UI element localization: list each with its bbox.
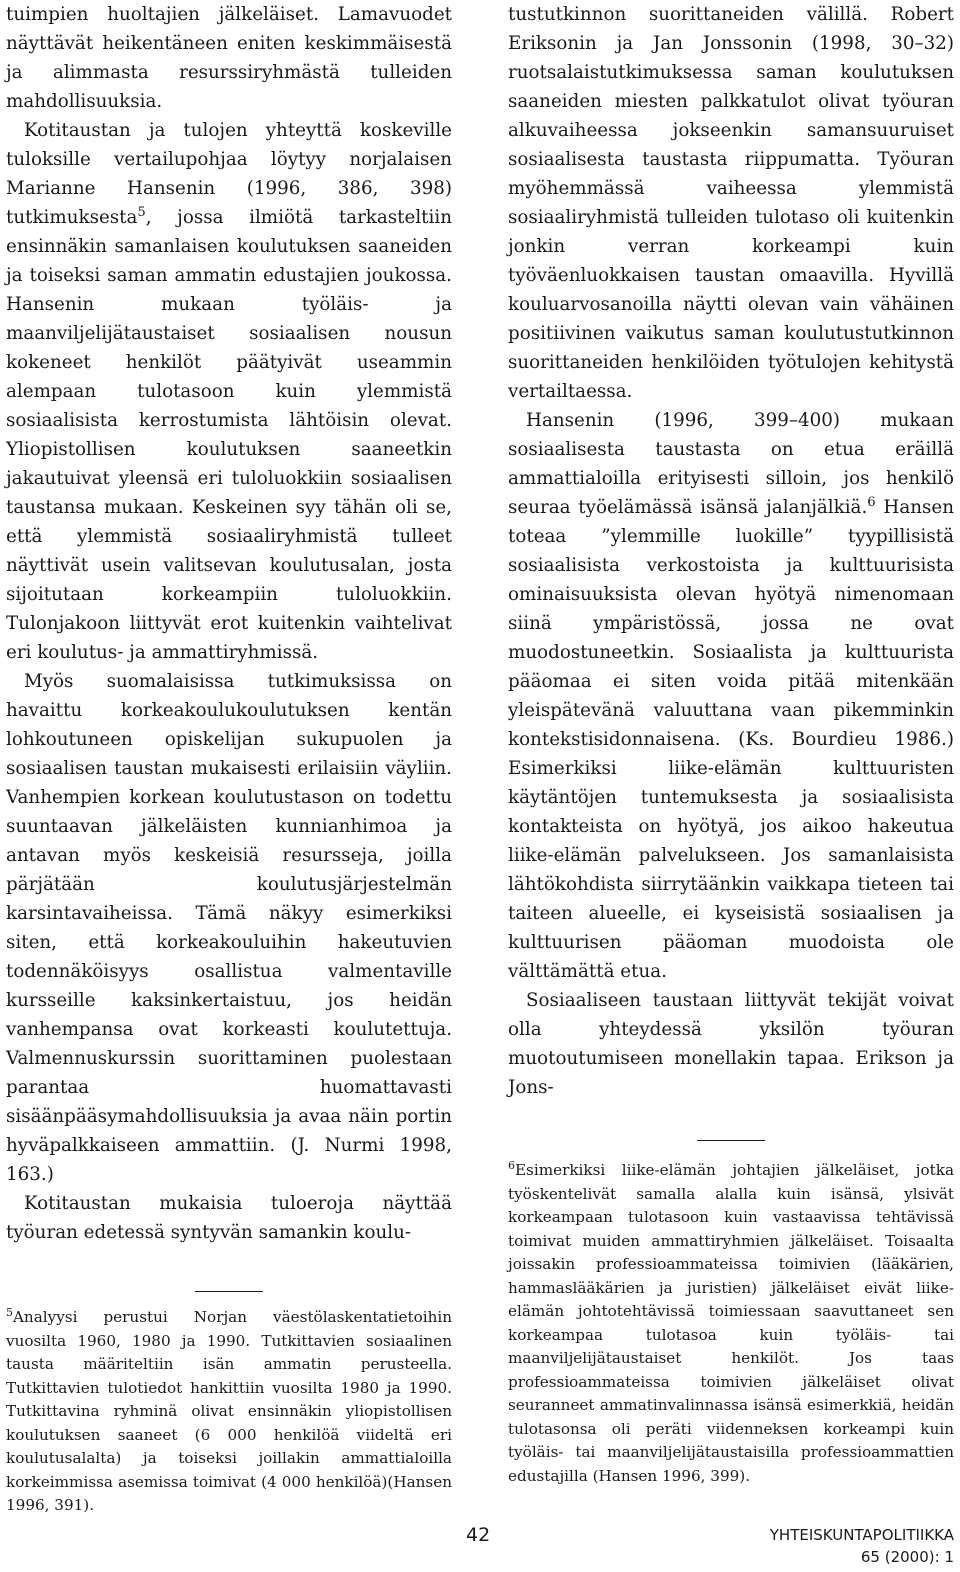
page-footer — [0, 1524, 960, 1572]
paragraph: Sosiaaliseen taustaan liittyvät tekijät voivat olla yhteydessä yksilön työuran muotoutumiseen monellakin tapaa. Erikson ja Jons- — [508, 990, 954, 1098]
paragraph-text: Hansenin (1996, 399–400) mukaan sosiaalisesta taustasta on etua eräillä ammattialoilla erityisesti silloin, jos henkilö seuraa työelämässä isänsä jalanjälkiä. — [508, 410, 954, 518]
paragraph: Myös suomalaisissa tutkimuksissa on havaittu korkeakoulukoulutuksen kentän lohkoutuneen opiskelijan sukupuolen ja sosiaalisen taustan mukaisesti erilaisiin väyliin. Vanhempien korkean koulutustason on todettu suuntaavan jälkeläisten kunnianhimoa ja antavan myös keskeisiä resursseja, joilla pärjätään koulutusjärjestelmän karsintavaiheissa. Tämä näkyy esimerkiksi siten, että korkeakouluihin hakeutuvien todennäköisyys osallistua valmentaville kursseille kaksinkertaistuu, jos heidän vanhempansa ovat korkeasti koulutettuja. Valmennuskurssin suorittaminen puolestaan parantaa huomattavasti sisäänpääsymahdollisuuksia ja avaa näin portin hyväpalkkaiseen ammattiin. (J. Nurmi 1998, 163.) — [6, 671, 452, 1185]
left-column — [6, 0, 452, 1518]
footnote-ref: 5 — [137, 204, 146, 220]
paragraph — [508, 406, 954, 986]
paragraph — [6, 116, 452, 667]
paragraph: tuimpien huoltajien jälkeläiset. Lamavuodet näyttävät heikentäneen eniten keskimmäisestä ja alimmasta resurssiryhmästä tulleiden mahdollisuuksia. — [6, 4, 452, 112]
footnote-number: 5 — [6, 1305, 13, 1319]
footnote-text: Esimerkiksi liike-elämän johtajien jälkeläiset, jotka työskentelivät samalla alalla kuin isänsä, ylsivät korkeampaan tulotasoon kuin vastaavissa tehtävissä toimivat muiden ammattiryhmien jälkeläiset. Toisaalta joissakin professioammateissa toimivien (lääkärien, hammaslääkärien ja juristien) jälkeläiset eivät liike-elämän johtotehtävissä toimiessaan saavuttaneet sen korkeampaa tulotasoa kuin työläis- tai maanviljelijätaustaiset henkilöt. Jos taas professioammateissa toimivien jälkeläiset olivat seuranneet ammatinvalinnassa isänsä esimerkkiä, heidän tulotasonsa oli peräti viidenneksen korkeampi kuin työläis- tai maanviljelijätaustaisilla professioammattien edustajilla (Hansen 1996, 399). — [508, 1161, 954, 1485]
footnote-6 — [508, 1159, 954, 1488]
page-number: 42 — [466, 1524, 491, 1546]
footnote-number: 6 — [508, 1158, 515, 1172]
left-body — [6, 0, 452, 1247]
paragraph-text: Hansen toteaa ”ylemmille luokille” tyypillisistä sosiaalisista verkostoista ja kulttuurisista ominaisuuksista olevan hyötyä nimenomaan siinä ympäristössä, jossa ne ovat muodostuneetkin. Sosiaalista ja kulttuurista pääomaa ei siten voida pitää mitenkään yleispätevänä valuuttana vaan pikemminkin kontekstisidonnaisena. (Ks. Bourdieu 1986.) Esimerkiksi liike-elämän kulttuuristen käytäntöjen tuntemuksesta ja sosiaalisista kontakteista on hyötyä, jos aikoo hakeutua liike-elämän palvelukseen. Jos samanlaisista lähtökohdista siirrytäänkin vaikkapa tieteen tai taiteen alueelle, ei kyseisistä sosiaalisen ja kulttuurisen pääoman muodoista ole välttämättä etua. — [508, 497, 954, 982]
footnote-ref: 6 — [867, 494, 876, 510]
journal-name: YHTEISKUNTAPOLITIIKKA — [769, 1526, 954, 1544]
journal-issue: 65 (2000): 1 — [860, 1548, 954, 1566]
footnote-text: Analyysi perustui Norjan väestölaskentatietoihin vuosilta 1960, 1980 ja 1990. Tutkittavien sosiaalinen tausta määriteltiin isän ammatin perusteella. Tutkittavien tulotiedot hankittiin vuosilta 1980 ja 1990. Tutkittavina ryhminä olivat ensinnäkin yliopistollisen koulutuksen saaneet (6 000 henkilöä viideltä eri koulutusalalta) ja toiseksi joillakin ammattialoilla korkeimmissa asemissa toimivat (4 000 henkilöä)(Hansen 1996, 391). — [6, 1308, 452, 1514]
paragraph-text: , jossa ilmiötä tarkasteltiin ensinnäkin samanlaisen koulutuksen saaneiden ja toiseksi saman ammatin edustajien joukossa. Hansenin mukaan työläis- ja maanviljelijätaustaiset sosiaalisen nousun kokeneet henkilöt päätyivät useammin alempaan tulotasoon kuin ylemmistä sosiaalisista kerrostumista lähtöisin olevat. Yliopistollisen koulutuksen saaneetkin jakautuivat yleensä eri tuloluokkiin sosiaalisen taustansa mukaan. Keskeinen syy tähän oli se, että ylemmistä sosiaaliryhmistä tulleet näyttivät usein valitsevan koulutusalan, josta sijoitutaan korkeampiin tuloluokkiin. Tulonjakoon liittyvät erot kuitenkin vaihtelivat eri koulutus- ja ammattiryhmissä. — [6, 207, 452, 663]
paragraph-text: Kotitaustan ja tulojen yhteyttä koskeville tuloksille vertailupohjaa löytyy norjalaisen Marianne Hansenin (1996, 386, 398) tutkimuksesta — [6, 120, 452, 228]
paragraph: tustutkinnon suorittaneiden välillä. Robert Eriksonin ja Jan Jonssonin (1998, 30–32) ruotsalaistutkimuksessa saman koulutuksen saaneiden miesten palkkatulot olivat työuran alkuvaiheessa jokseenkin samansuuruiset sosiaalisesta taustasta riippumatta. Työuran myöhemmässä vaiheessa ylemmistä sosiaaliryhmistä tulleiden tulotaso oli kuitenkin jonkin verran korkeampi kuin työväenluokkaisen taustan omaavilla. Hyvillä kouluarvosanoilla näytti olevan vain vähäinen positiivinen vaikutus saman koulutustutkinnon suorittaneiden henkilöiden työtulojen kehitystä vertailtaessa. — [508, 4, 954, 402]
journal-info — [770, 1524, 954, 1568]
footnote-5 — [6, 1306, 452, 1518]
right-body — [508, 0, 954, 1102]
paragraph: Kotitaustan mukaisia tuloeroja näyttää työuran edetessä syntyvän samankin koulu- — [6, 1193, 452, 1243]
right-column — [508, 0, 954, 1488]
